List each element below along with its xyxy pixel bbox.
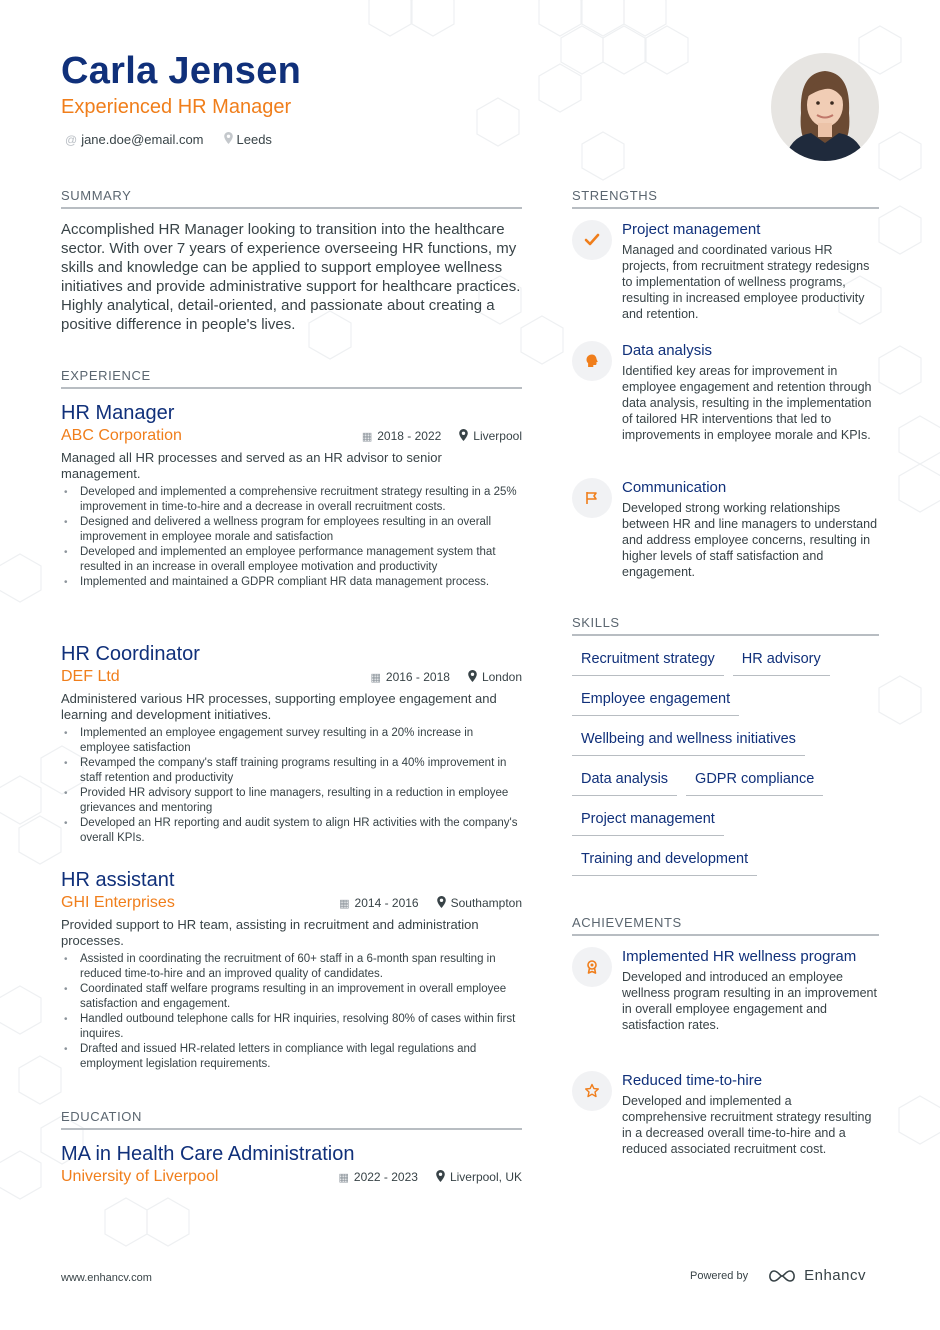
email-item[interactable] [65,132,204,147]
powered-by-label: Powered by [690,1269,749,1282]
job-bullets [61,952,522,1072]
company-name: ABC Corporation [61,427,182,444]
list-item: • Handled outbound telephone calls for HR inquiries, resolving 80% of cases within first inquires. [61,1012,522,1042]
skill-tag: Employee engagement [572,690,739,716]
check-icon [572,220,612,260]
location-text: Leeds [236,132,272,147]
location-pin-icon [468,670,477,685]
list-item: • Coordinated staff welfare programs resulting in an improvement in overall employee satisfaction and engagement. [61,982,522,1012]
job-bullets [61,726,522,846]
job-dates: 2016 - 2018 [385,670,450,684]
candidate-role: Experienced HR Manager [61,96,292,118]
calendar-icon: ▦ [361,430,373,443]
job-entry [61,867,522,1072]
strength-item [572,478,879,580]
strength-item [572,220,879,322]
enhancv-logo[interactable] [766,1267,866,1284]
footer-powered [690,1267,866,1284]
list-item: • Implemented an employee engagement survey resulting in a 20% increase in employee satisfaction [61,726,522,756]
skills-heading: SKILLS [572,615,879,636]
skill-tag: GDPR compliance [686,770,823,796]
job-description: Managed all HR processes and served as an HR advisor to senior management. [61,450,442,481]
education-heading: EDUCATION [61,1109,522,1130]
strength-description: Identified key areas for improvement in employee engagement and retention through data analysis, resulting in the implementation of tailored HR interventions that led to improvements in employee morale and KPIs. [622,364,872,442]
achievement-description: Developed and introduced an employee wellness program resulting in an improvement in overall employee engagement and satisfaction rates. [622,970,877,1032]
company-name: DEF Ltd [61,668,120,685]
brand-name: Enhancv [804,1267,866,1284]
brain-icon [572,341,612,381]
degree-title: MA in Health Care Administration [61,1143,355,1165]
skills-list [572,650,879,890]
job-dates: 2018 - 2022 [377,429,442,443]
summary-text: Accomplished HR Manager looking to transition into the healthcare sector. With over 7 years of experience overseeing HR functions, my skills and knowledge can be applied to support employee wellness initiatives and provide administrative support for healthcare practices. Highly analytical, detail-oriented, and passionate about creating a positive difference in people's lives. [61,221,521,333]
job-title: HR assistant [61,869,175,891]
list-item: • Implemented and maintained a GDPR compliant HR data management process. [61,575,522,590]
list-item: • Developed an HR reporting and audit system to align HR activities with the company's overall KPIs. [61,816,522,846]
calendar-icon: ▦ [339,897,350,910]
job-description: Provided support to HR team, assisting in recruitment and administration processes. [61,917,479,948]
education-dates: 2022 - 2023 [353,1170,418,1184]
list-item: • Designed and delivered a wellness program for employees resulting in an overall improvement in employee morale and satisfaction [61,515,522,545]
enhancv-logo-icon [766,1268,798,1284]
skill-tag: Data analysis [572,770,677,796]
job-description: Administered various HR processes, supporting employee engagement and learning and development initiatives. [61,691,497,722]
summary-heading: SUMMARY [61,188,522,209]
flag-icon [572,478,612,518]
strength-item [572,341,879,443]
location-pin-icon [459,429,468,444]
job-title: HR Coordinator [61,643,200,665]
location-item [224,132,272,147]
achievement-title: Implemented HR wellness program [622,948,857,965]
email-text: jane.doe@email.com [81,132,204,147]
avatar [771,53,879,161]
job-location: London [481,670,522,684]
location-pin-icon [436,1170,445,1185]
calendar-icon: ▦ [370,671,381,684]
skill-tag: Project management [572,810,724,836]
strength-title: Project management [622,221,761,238]
list-item: • Developed and implemented a comprehensive recruitment strategy resulting in a 25% improvement in time-to-hire and a decrease in overall recruitment costs. [61,485,522,515]
strength-description: Developed strong working relationships between HR and line managers to understand and address employee concerns, resulting in higher levels of staff satisfaction and engagement. [622,501,878,579]
achievement-item [572,1071,879,1157]
job-entry [61,641,522,846]
footer-website[interactable]: www.enhancv.com [61,1272,152,1284]
education-location: Liverpool, UK [449,1170,522,1184]
skill-tag: Recruitment strategy [572,650,724,676]
achievement-title: Reduced time-to-hire [622,1072,763,1089]
achievement-item [572,947,879,1033]
achievements-heading: ACHIEVEMENTS [572,915,879,936]
education-entry [61,1141,522,1186]
list-item: • Drafted and issued HR-related letters in compliance with legal regulations and employment legislation requirements. [61,1042,522,1072]
company-name: GHI Enterprises [61,894,175,911]
location-pin-icon [224,132,233,147]
job-title: HR Manager [61,402,175,424]
list-item: • Developed and implemented an employee performance management system that resulted in an increase in overall employee motivation and productivity [61,545,522,575]
skill-tag: HR advisory [733,650,830,676]
contact-info [65,132,292,147]
award-icon [572,947,612,987]
job-entry [61,400,522,590]
list-item: • Assisted in coordinating the recruitment of 60+ staff in a 6-month span resulting in reduced time-to-hire and an improved quality of candidates. [61,952,522,982]
job-dates: 2014 - 2016 [354,896,419,910]
skill-tag: Training and development [572,850,757,876]
strength-description: Managed and coordinated various HR projects, from recruitment strategy redesigns to implementation of wellness programs, resulting in increased employee productivity and retention. [622,243,870,321]
strength-title: Communication [622,479,727,496]
experience-heading: EXPERIENCE [61,368,522,389]
location-pin-icon [437,896,446,911]
job-bullets [61,485,522,590]
strengths-heading: STRENGTHS [572,188,879,209]
school-name: University of Liverpool [61,1168,219,1185]
candidate-name: Carla Jensen [61,50,302,92]
calendar-icon: ▦ [338,1171,349,1184]
strength-title: Data analysis [622,342,713,359]
achievement-description: Developed and implemented a comprehensive recruitment strategy resulting in a decreased overall time-to-hire and a reduced associated recruitment cost. [622,1094,872,1156]
list-item: • Provided HR advisory support to line managers, resulting in a reduction in employee grievances and mentoring [61,786,522,816]
at-icon: @ [65,132,78,147]
list-item: • Revamped the company's staff training programs resulting in a 40% improvement in staff retention and productivity [61,756,522,786]
star-icon [572,1071,612,1111]
job-location: Southampton [450,896,522,910]
skill-tag: Wellbeing and wellness initiatives [572,730,805,756]
job-location: Liverpool [473,429,522,443]
